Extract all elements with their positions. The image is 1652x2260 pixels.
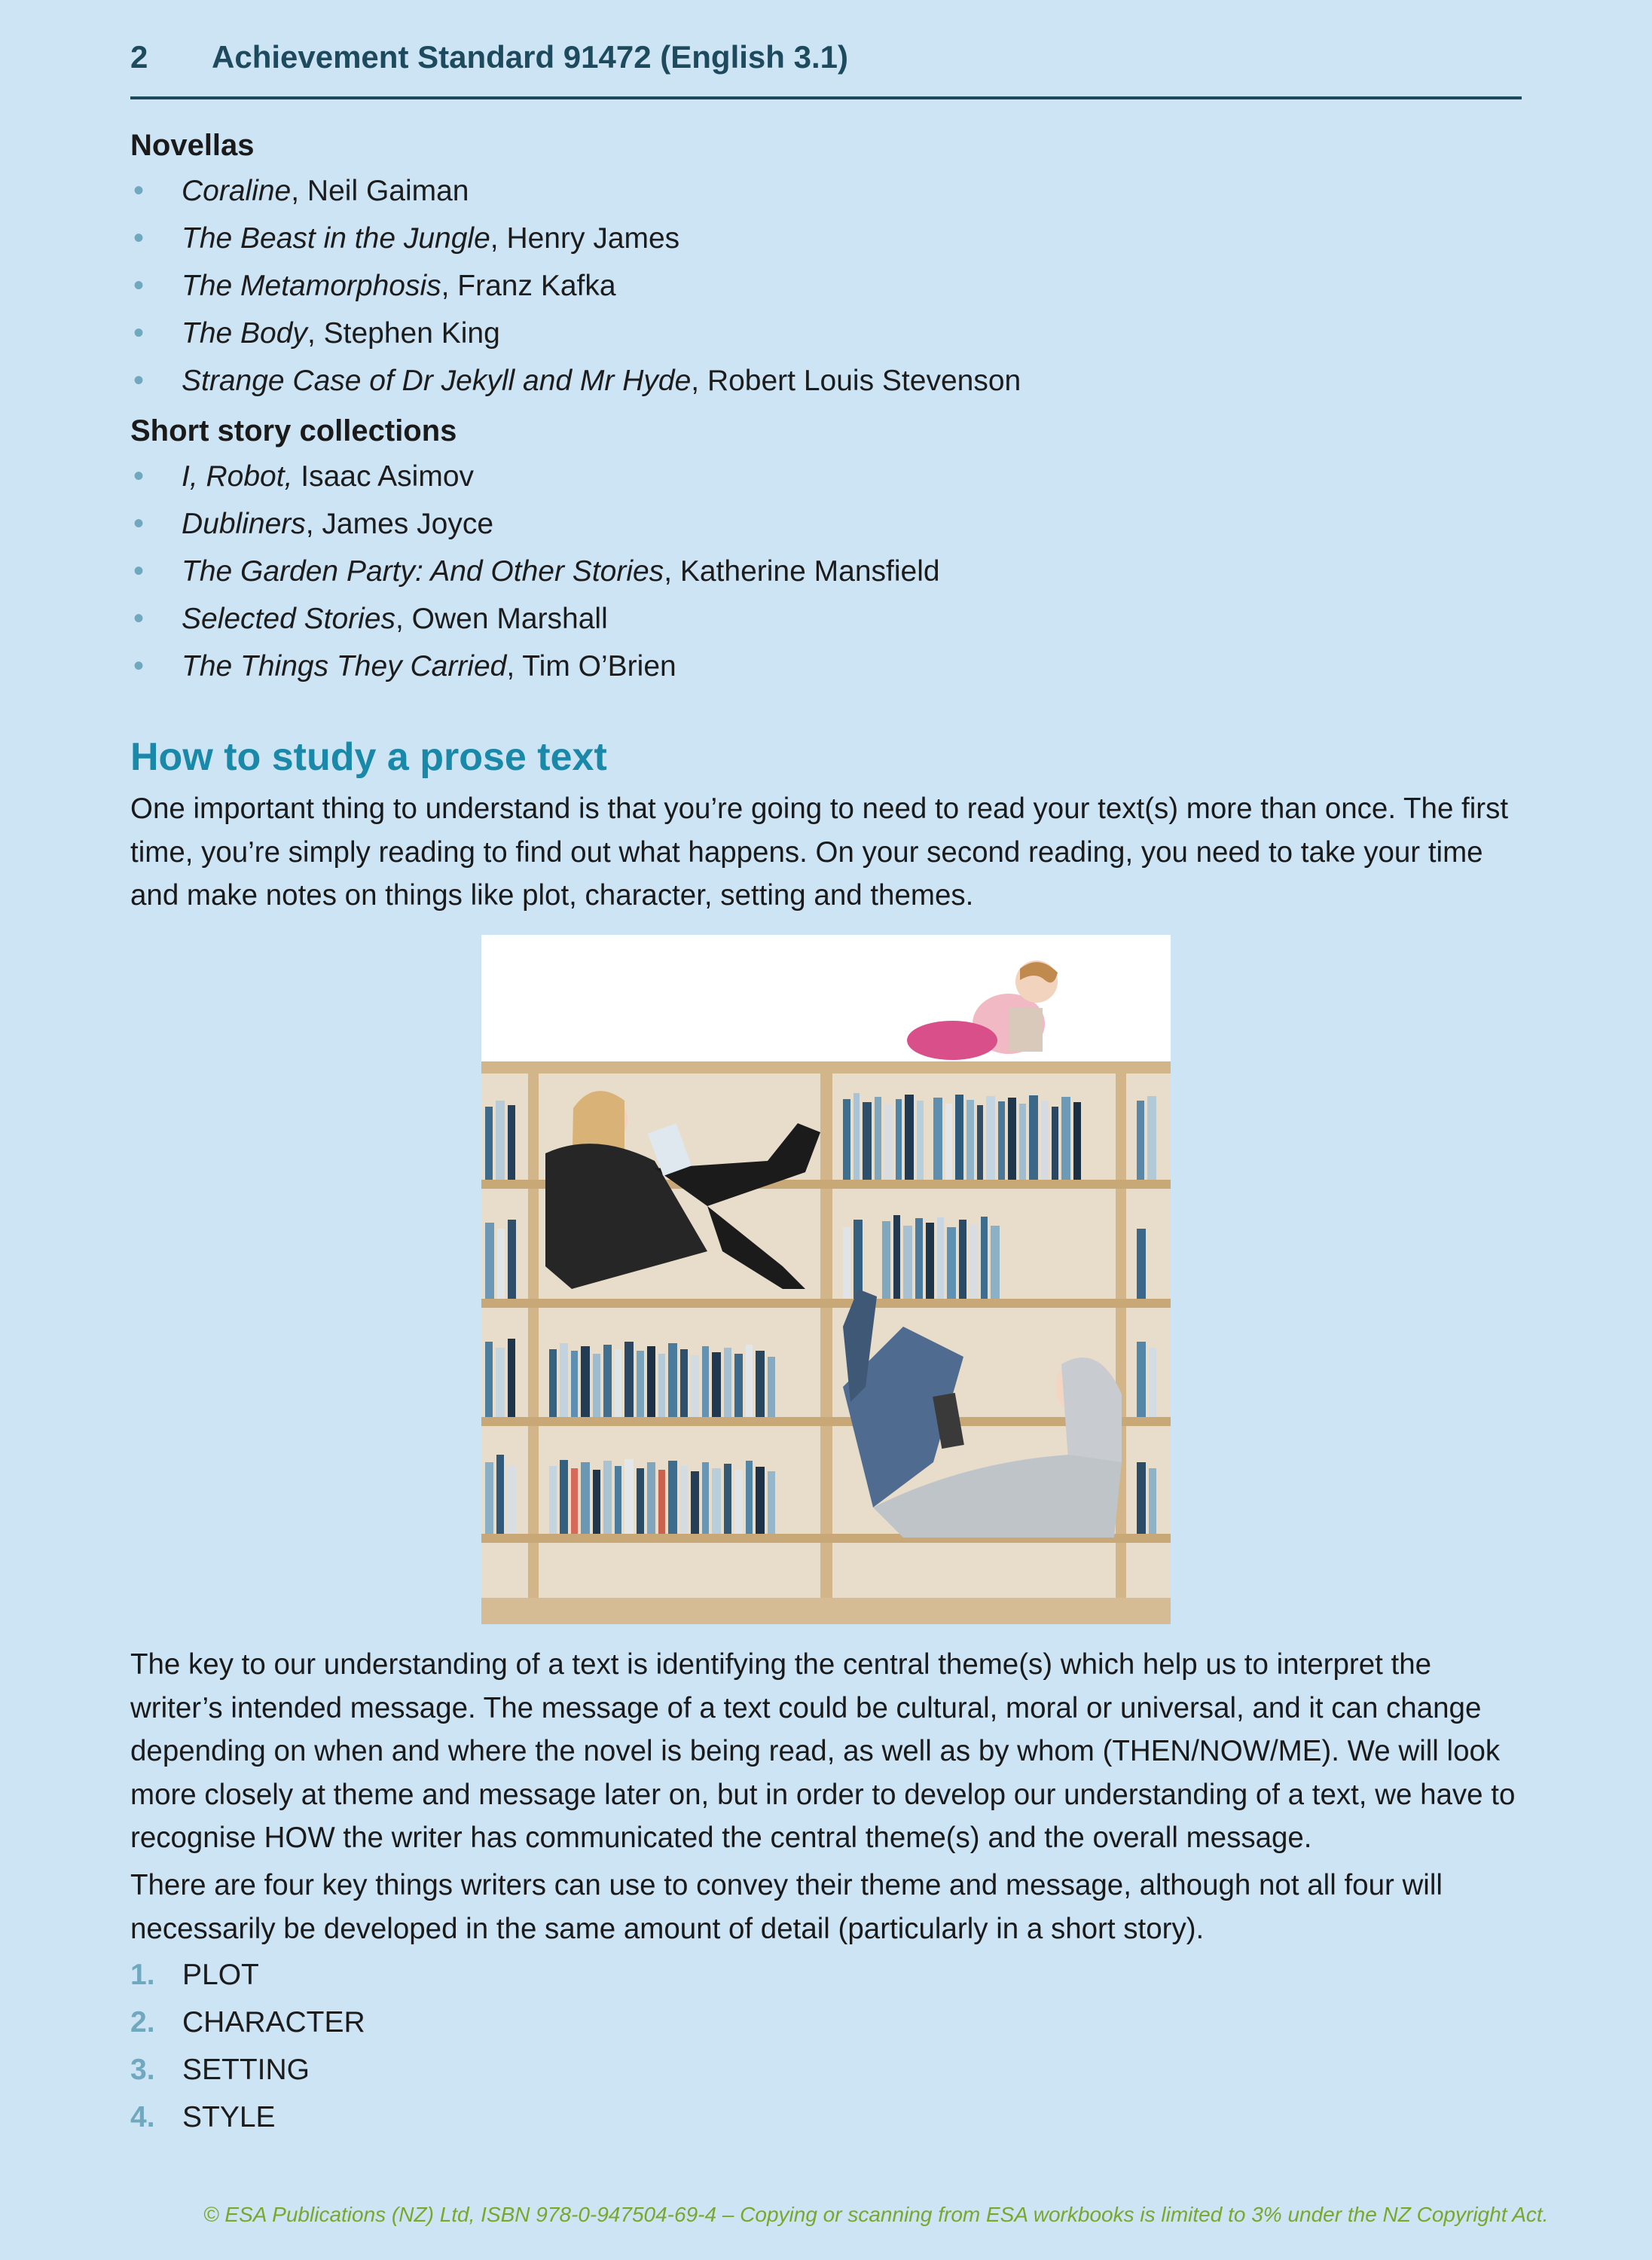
list-item: • The Things They Carried, Tim O’Brien [130, 643, 1524, 690]
bullet-icon: • [133, 364, 145, 397]
key-things-list [130, 1951, 365, 2141]
list-item: • I, Robot, Isaac Asimov [130, 453, 1524, 500]
list-item: • Dubliners, James Joyce [130, 500, 1524, 548]
four-things-paragraph: There are four key things writers can use to convey their theme and message, although not all four will necessarily be developed in the same amount of detail (particularly in a short story). [130, 1869, 1443, 1945]
intro-paragraph: One important thing to understand is that you’re going to need to read your text(s) more than once. The first time, you’re simply reading to find out what happens. On your second reading, you need to take your time and make notes on things like plot, character, setting and themes. [130, 793, 1509, 912]
page-header [130, 36, 1522, 99]
bullet-icon: • [133, 174, 145, 207]
list-item: • The Metamorphosis, Franz Kafka [130, 262, 1524, 310]
page-number: 2 [130, 39, 148, 75]
list-item: • Coraline, Neil Gaiman [130, 167, 1524, 215]
list-item: • The Beast in the Jungle, Henry James [130, 215, 1524, 262]
list-item: 3. SETTING [130, 2054, 310, 2086]
copyright-footer: © ESA Publications (NZ) Ltd, ISBN 978-0-947504-69-4 – Copying or scanning from ESA workbooks is limited to 3% under the NZ Copyright Act. [203, 2203, 1549, 2226]
book-lists [130, 124, 1524, 690]
header-title: Achievement Standard 91472 (English 3.1) [212, 39, 848, 75]
bookshelf-photo [481, 935, 1171, 1624]
novellas-list [130, 167, 1524, 405]
bullet-icon: • [133, 316, 145, 350]
bullet-icon: • [133, 269, 145, 302]
list-item: • Strange Case of Dr Jekyll and Mr Hyde, Robert Louis Stevenson [130, 357, 1524, 405]
section-heading: How to study a prose text [130, 735, 607, 779]
short-stories-list [130, 453, 1524, 690]
bullet-icon: • [133, 221, 145, 255]
list-item: • The Body, Stephen King [130, 310, 1524, 357]
bullet-icon: • [133, 554, 145, 588]
list-item: 1. PLOT [130, 1959, 259, 1991]
bullet-icon: • [133, 602, 145, 635]
list-item: • The Garden Party: And Other Stories, Katherine Mansfield [130, 548, 1524, 595]
bullet-icon: • [133, 649, 145, 683]
list-item: 2. CHARACTER [130, 2006, 365, 2039]
list-item: • Selected Stories, Owen Marshall [130, 595, 1524, 643]
short-stories-heading: Short story collections [130, 414, 457, 447]
key-paragraph: The key to our understanding of a text is identifying the central theme(s) which help us to interpret the writer’s intended message. The message of a text could be cultural, moral or universal, and it can change depending on when and where the novel is being read, as well as by whom (THEN/NOW/ME). We will look more closely at theme and message later on, but in order to develop our understanding of a text, we have to recognise HOW the writer has communicated the central theme(s) and the overall message. [130, 1648, 1516, 1854]
list-item: 4. STYLE [130, 2101, 276, 2133]
bullet-icon: • [133, 507, 145, 540]
novellas-heading: Novellas [130, 129, 255, 162]
bullet-icon: • [133, 460, 145, 493]
